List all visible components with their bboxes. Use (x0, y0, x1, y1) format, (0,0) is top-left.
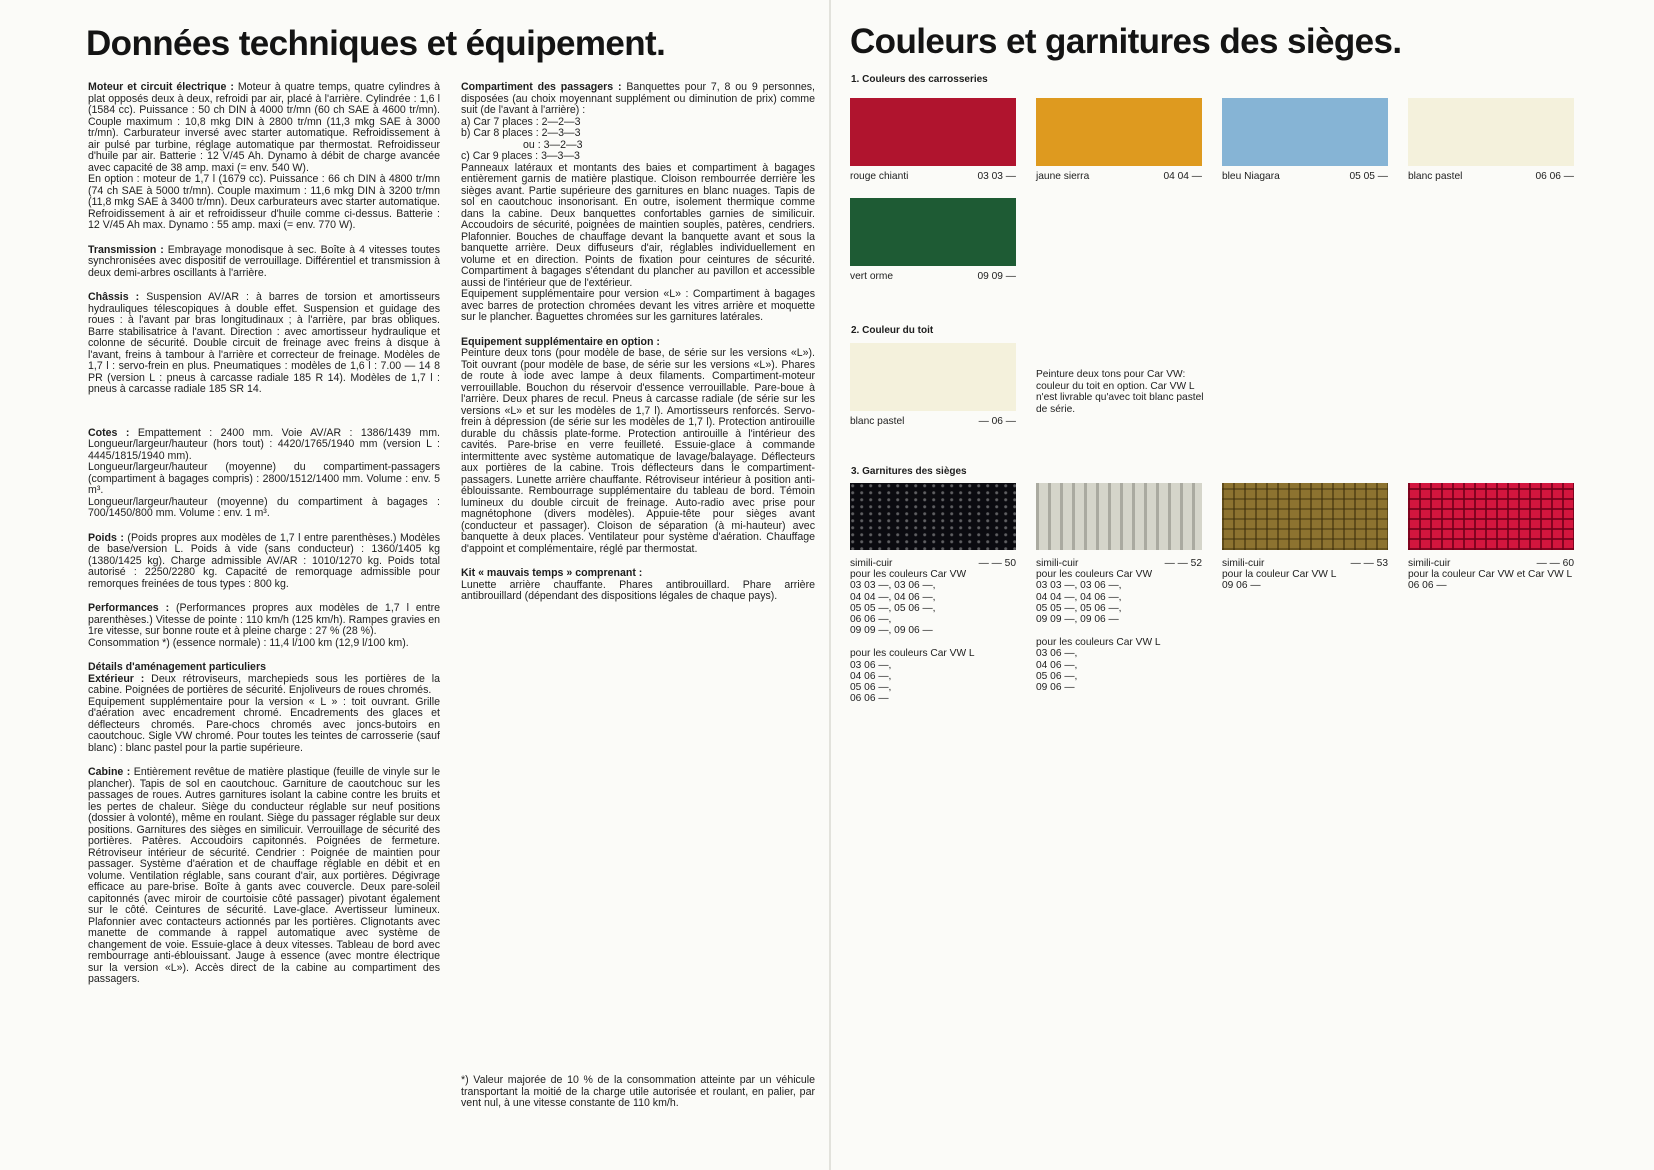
seat-trim-gap (1036, 625, 1202, 637)
performances-label: Performances : (88, 602, 170, 614)
seat-trim-code: — — 60 (1536, 558, 1574, 569)
passagers-config-a: a) Car 7 places : 2—2—3 (461, 115, 581, 128)
option-text: Peinture deux tons (pour modèle de base, de série sur les versions «L»). Toit ouvrant (pour modèle de base, de série sur les versions «L»). Phares de route à iode avec lampe à deux filaments. Compartiment-moteur verrouillable. Bouchon du réservoir d'essence verrouillable. Pare-boue à l'arrière. Deux phares de recul. Pneus à carcasse radiale (de série sur les versions «L» et sur les modèles de 1,7 l). Amortisseurs renforcés. Servo-frein à dépression (de série sur les modèles de 1,7 l). Protection antirouille durable du châssis plate-forme. Protection antirouille à l'intérieur des cavités. Pare-brise en verre feuilleté. Essuie-glace à commande intermittente avec système automatique de lavage/balayage. Déflecteurs aux portières de la cabine. Trois déflecteurs dans le compartiment-passagers. Lunette arrière chauffante. Rétroviseur intérieur à position anti-éblouissante. Rembourrage supplémentaire du tableau de bord. Témoin lumineux du double circuit de freinage. Auto-radio avec prise pour magnétophone (divers modèles). Appuie-tête pour sièges avant (conducteur et passager). Cloison de séparation (à mi-hauteur) avec banquette à deux places. Ventilateur pour système d'aération. Chauffage d'appoint et complémentaire, réglé par thermostat. (461, 347, 815, 555)
moteur-option: En option : moteur de 1,7 l (1679 cc). Puissance : 66 ch DIN à 4800 tr/mn (74 ch SAE à 5000 tr/mn). Couple maximum : 11,6 mkg DIN à 3200 tr/mn (11,8 mkg SAE à 3400 tr/mn). Deux carburateurs avec starter automatique. Refroidissement à air et refroidisseur d'huile comme ci-dessus. Batterie : 12 V/45 Ah max. Dynamo : 55 amp. maxi (= env. 770 W). (88, 173, 440, 231)
seat-trim-line: 09 06 — (1036, 682, 1075, 694)
chassis-label: Châssis : (88, 291, 140, 303)
body-color-swatch (850, 198, 1016, 282)
roof-color-swatch (850, 343, 1016, 427)
seat-trim-line: pour les couleurs Car VW L (1036, 637, 1161, 649)
seat-trim-gap (850, 636, 1016, 648)
seat-trim-title: 3. Garnitures des sièges (851, 466, 967, 477)
body-color-code: 09 09 — (977, 271, 1016, 282)
seat-trim-line: 03 06 —, (850, 659, 892, 671)
passagers-text: Banquettes pour 7, 8 ou 9 personnes, disposées (au choix moyennant supplément ou diminution de prix) comme suit (de l'avant à l'arrière) : (461, 81, 815, 116)
seat-trim-line: 06 06 —, (850, 614, 892, 626)
seat-trim-line: 09 09 —, 09 06 — (850, 625, 933, 637)
seat-trim-line: 05 06 —, (850, 682, 892, 694)
consumption-footnote: *) Valeur majorée de 10 % de la consommation atteinte par un véhicule transportant la moitié de la charge utile autorisée et roulant, en palier, par vent nul, à une vitesse constante de 110 km/h. (461, 1074, 815, 1109)
performances-text-2: Consommation *) (essence normale) : 11,4 l/100 km (12,9 l/100 km). (88, 636, 409, 649)
cabine-label: Cabine : (88, 766, 131, 778)
performances-section (88, 603, 440, 649)
specs-column-1 (88, 82, 440, 999)
body-color-name: bleu Niagara (1222, 171, 1280, 182)
seat-trim (1222, 483, 1388, 592)
seat-trim (850, 483, 1016, 704)
seat-trim-line: 04 04 —, 04 06 —, (850, 591, 936, 603)
seat-trim-line: pour les couleurs Car VW (850, 569, 967, 581)
moteur-label: Moteur et circuit électrique : (88, 81, 234, 93)
specs-column-2 (461, 82, 815, 616)
body-color-swatch (1222, 98, 1388, 182)
seat-trim-line: 06 06 — (1408, 580, 1447, 592)
seat-trim-line: 05 05 —, 05 06 —, (1036, 602, 1122, 614)
cotes-text-3: Longueur/largeur/hauteur (moyenne) du compartiment à bagages : 700/1450/800 mm. Volume : env. 1 m³. (88, 495, 440, 519)
seat-trim-code: — — 52 (1164, 558, 1202, 569)
chassis-text: Suspension AV/AR : à barres de torsion et amortisseurs hydrauliques télescopiques à double effet. Suspension et guidage des roues : à l'avant par bras longitudinaux ; à l'arrière, par bras obliques. Barre stabilisatrice à l'avant. Direction : avec amortisseur hydraulique et colonne de sécurité. Double circuit de freinage avec freins à disque à l'avant, freins à tambour à l'arrière et correcteur de freinage. Modèles de 1,7 l : servo-frein en plus. Pneumatiques : modèles de 1,6 l : 7.00 — 14 8 PR (version L : pneus à carcasse radiale 185 R 14). Modèles de 1,7 l : pneus à carcasse radiale 185 SR 14. (88, 291, 440, 395)
passagers-label: Compartiment des passagers : (461, 81, 622, 93)
seat-trim-line: 09 09 —, 09 06 — (1036, 614, 1119, 626)
seat-trim-line: 04 06 —, (850, 670, 892, 682)
seat-trim-code: — — 53 (1350, 558, 1388, 569)
seat-trim-sample (1036, 483, 1202, 550)
transmission-label: Transmission : (88, 243, 164, 256)
seat-trim-name: simili-cuir (1222, 558, 1265, 569)
cotes-section (88, 428, 440, 520)
details-label: Détails d'aménagement particuliers (88, 661, 266, 673)
seat-trim-line: 03 03 —, 03 06 —, (1036, 580, 1122, 592)
body-color-swatch (850, 98, 1016, 182)
cabine-text: Entièrement revêtue de matière plastique (feuille de vinyle sur le plancher). Tapis de sol en caoutchouc. Garniture de caoutchouc sur les passages de roues. Autres garnitures isolant la cabine contre les bruits et les pertes de chaleur. Siège du conducteur réglable sur neuf positions (dossier à volonté), même en roulant. Siège du passager réglable sur deux positions. Garnitures des sièges en similicuir. Verrouillage de sécurité des portières. Patères. Accoudoirs capitonnés. Poignées de fermeture. Rétroviseur intérieur de sécurité. Cendrier : Poignée de maintien pour passager. Système d'aération et de chauffage réglable en débit et en volume. Ventilation réglable, sans courant d'air, aux portières. Dégivrage efficace au pare-brise. Boîte à gants avec couvercle. Deux pare-soleil capitonnés (avec miroir de courtoisie côté passager) pivotant également sur le côté. Ceintures de sécurité. Lave-glace. Avertisseur lumineux. Plafonnier avec contacteurs actionnés par les portières. Clignotants avec manette de commande à rappel automatique avec système de changement de voie. Essuie-glace à deux vitesses. Tableau de bord avec rembourrage anti-éblouissant. Jauge à essence (avec montre électrique sur la version «L»). Accès direct de la cabine au compartiment des passagers. (88, 766, 440, 985)
body-color-name: blanc pastel (1408, 171, 1463, 182)
poids-section (88, 533, 440, 591)
moteur-text: Moteur à quatre temps, quatre cylindres à plat opposés deux à deux, refroidi par air, placé à l'arrière. Cylindrée : 1,6 l (1584 cc). Puissance : 50 ch DIN à 4000 tr/mn (60 ch SAE à 4600 tr/mn). Couple maximum : 10,8 mkg DIN à 2800 tr/mn (11,3 mkg SAE à 3000 tr/mn). Carburateur inversé avec starter automatique. Refroidissement à air pulsé par turbine, réglage automatique par thermostat. Refroidisseur d'huile par air. Batterie : 12 V/45 Ah. Dynamo à débit de charge avancée avec capacité de 38 amp. maxi (= env. 540 W). (88, 81, 440, 174)
seat-trim-line: 03 03 —, 03 06 —, (850, 580, 936, 592)
body-color-code: 06 06 — (1535, 171, 1574, 182)
details-section (88, 662, 440, 754)
body-color-name: rouge chianti (850, 171, 909, 182)
seat-trim (1408, 483, 1574, 592)
body-color-box (1036, 98, 1202, 166)
performances-text: (Performances propres aux modèles de 1,7 l entre parenthèses.) Vitesse de pointe : 110 km/h (125 km/h). Rampes gravies en 1re vitesse, sur bonne route et à pleine charge : 27 % (28 %). (88, 602, 440, 637)
transmission-section (88, 245, 440, 280)
passagers-section (461, 82, 815, 324)
body-color-swatch (1036, 98, 1202, 182)
body-color-box (850, 198, 1016, 266)
seat-trim (1036, 483, 1202, 693)
poids-label: Poids : (88, 531, 124, 544)
cotes-text: Empattement : 2400 mm. Voie AV/AR : 1386/1439 mm. Longueur/largeur/hauteur (hors tout) : 4420/1765/1940 mm (version L : 4445/1815/1940 mm). (88, 426, 440, 462)
body-color-box (1222, 98, 1388, 166)
exterieur-label: Extérieur : (88, 672, 145, 685)
chassis-section (88, 292, 440, 396)
seat-trim-sample (1222, 483, 1388, 550)
cabine-section (88, 767, 440, 986)
body-color-code: 05 05 — (1349, 171, 1388, 182)
option-label: Equipement supplémentaire en option : (461, 335, 660, 348)
roof-note: Peinture deux tons pour Car VW: couleur du toit en option. Car VW L n'est livrable qu'avec toit blanc pastel de série. (1036, 369, 1204, 415)
body-colors-title: 1. Couleurs des carrosseries (851, 74, 988, 85)
exterieur-text: Deux rétroviseurs, marchepieds sous les portières de la cabine. Poignées de portières de sécurité. Enjoliveurs de roues chromés. (88, 672, 440, 696)
seat-trim-line: 04 04 —, 04 06 —, (1036, 591, 1122, 603)
cotes-label: Cotes : (88, 426, 130, 439)
seat-trim-sample (1408, 483, 1574, 550)
body-color-swatch (1408, 98, 1574, 182)
roof-color-name: blanc pastel (850, 416, 905, 427)
exterieur-text-2: Equipement supplémentaire pour la version « L » : toit ouvrant. Grille d'aération avec encadrement chromé. Encadrements des glaces et déflecteurs chromés. Pare-chocs chromés avec joncs-butoirs en caoutchouc. Sigle VW chromé. Pour toutes les teintes de carrosserie (sauf blanc) : blanc pastel pour la partie supérieure. (88, 695, 440, 754)
transmission-text: Embrayage monodisque à sec. Boîte à 4 vitesses toutes synchronisées avec dispositif de verrouillage. Différentiel et transmission à deux demi-arbres oscillants à l'arrière. (88, 243, 440, 279)
seat-trim-line: pour les couleurs Car VW L (850, 648, 975, 660)
page-fold (829, 0, 831, 1170)
body-color-name: vert orme (850, 271, 894, 282)
body-color-code: 04 04 — (1163, 171, 1202, 182)
left-page-title: Données techniques et équipement. (86, 24, 666, 63)
passagers-text-3: Equipement supplémentaire pour version «L» : Compartiment à bagages avec barres de protection chromées devant les vitres arrière et moquette sur le plancher. Baguettes chromées sur les garnitures latérales. (461, 288, 815, 323)
kit-text: Lunette arrière chauffante. Phares antibrouillard. Phare arrière antibrouillard (dépendant des dispositions légales de chaque pays). (461, 578, 815, 602)
moteur-section (88, 82, 440, 174)
seat-trim-name: simili-cuir (1036, 558, 1079, 569)
passagers-config-c: c) Car 9 places : 3—3—3 (461, 150, 580, 162)
seat-trim-line: 06 06 — (850, 693, 889, 705)
right-page-title: Couleurs et garnitures des sièges. (850, 22, 1402, 61)
seat-trim-line: 05 05 —, 05 06 —, (850, 602, 936, 614)
body-color-box (850, 98, 1016, 166)
seat-trim-line: 05 06 —, (1036, 670, 1078, 682)
poids-text: (Poids propres aux modèles de 1,7 l entre parenthèses.) Modèles de base/version L. Poids à vide (sans conducteur) : 1360/1405 kg (1380/1425 kg). Charge admissible AV/AR : 1010/1270 kg. Poids total autorisé : 2250/2280 kg. Capacité de remorquage admissible pour remorques freinées de tous types : 800 kg. (88, 531, 440, 590)
kit-section (461, 568, 815, 603)
seat-trim-line: pour les couleurs Car VW (1036, 569, 1153, 581)
body-color-box (1408, 98, 1574, 166)
roof-color-code: — 06 — (978, 416, 1016, 427)
seat-trim-name: simili-cuir (850, 558, 893, 569)
roof-color-title: 2. Couleur du toit (851, 325, 934, 336)
seat-trim-line: pour la couleur Car VW et Car VW L (1408, 569, 1573, 581)
seat-trim-line: 03 06 —, (1036, 648, 1078, 660)
option-section (461, 337, 815, 556)
passagers-config-b2: ou : 3—2—3 (523, 138, 583, 151)
seat-trim-code: — — 50 (978, 558, 1016, 569)
seat-trim-sample (850, 483, 1016, 550)
passagers-text-2: Panneaux latéraux et montants des baies et compartiment à bagages entièrement garnis de matière plastique. Cloison rembourrée derrière les sièges avant. Partie supérieure des garnitures en blanc nuages. Tapis de sol en caoutchouc insonorisant. En outre, isolement thermique comme dans la cabine. Deux banquettes confortables garnies de similicuir. Accoudoirs de sécurité, poignées de maintien souples, patères, cendriers. Plafonnier. Bouches de chauffage devant la banquette avant et sous la banquette arrière. Deux diffuseurs d'air, réglables individuellement en volume et en direction. Points de fixation pour ceintures de sécurité. Compartiment à bagages s'étendant du plancher au pavillon et accessible aussi de l'intérieur que de l'extérieur. (461, 161, 815, 289)
seat-trim-line: pour la couleur Car VW L (1222, 569, 1337, 581)
seat-trim-line: 09 06 — (1222, 580, 1261, 592)
body-color-name: jaune sierra (1036, 171, 1090, 182)
kit-label: Kit « mauvais temps » comprenant : (461, 567, 643, 579)
passagers-config-b: b) Car 8 places : 2—3—3 (461, 127, 581, 139)
seat-trim-name: simili-cuir (1408, 558, 1451, 569)
seat-trim-line: 04 06 —, (1036, 659, 1078, 671)
body-color-code: 03 03 — (977, 171, 1016, 182)
cotes-text-2: Longueur/largeur/hauteur (moyenne) du compartiment-passagers (compartiment à bagages compris) : 2800/1512/1400 mm. Volume : env. 5 m³. (88, 461, 440, 496)
roof-color-box (850, 343, 1016, 411)
